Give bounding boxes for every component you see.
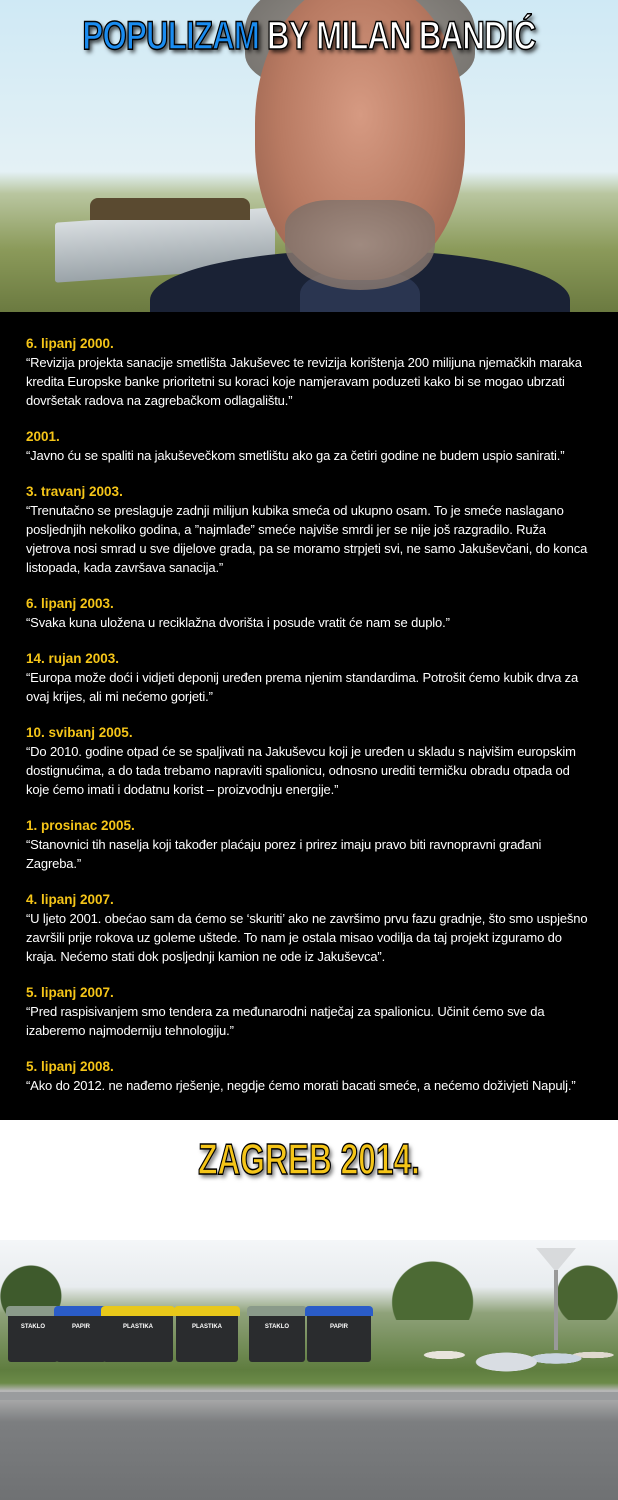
recycling-bin <box>103 1312 173 1362</box>
entry-date: 3. travanj 2003. <box>26 484 123 499</box>
bin-lid <box>305 1306 373 1316</box>
timeline-entry <box>26 595 592 632</box>
entry-quote: “Pred raspisivanjem smo tendera za međunarodni natječaj za spalionicu. Učinit ćemo sve da izaberemo najmoderniju tehnologiju.” <box>26 1004 545 1038</box>
entry-date: 4. lipanj 2007. <box>26 892 114 907</box>
bin-label: STAKLO <box>264 1324 290 1330</box>
bin-lid <box>101 1306 175 1316</box>
yield-sign-image <box>536 1248 576 1272</box>
title-by-milan-bandic: BY MILAN BANDIĆ <box>267 14 536 58</box>
bin-label: PLASTIKA <box>123 1324 153 1330</box>
entry-quote: “Ako do 2012. ne nađemo rješenje, negdje ćemo morati bacati smeće, a nećemo doživjeti Napulj.” <box>26 1078 576 1093</box>
bin-lid <box>6 1306 60 1316</box>
entry-date: 1. prosinac 2005. <box>26 818 135 833</box>
recycling-bin <box>176 1312 238 1362</box>
timeline-entry <box>26 1058 592 1095</box>
timeline-entry <box>26 428 592 465</box>
bin-lid <box>54 1306 108 1316</box>
recycling-bin <box>249 1312 305 1362</box>
bin-label: STAKLO <box>20 1324 46 1330</box>
entry-date: 2001. <box>26 429 60 444</box>
entry-date: 6. lipanj 2003. <box>26 596 114 611</box>
main-title <box>68 14 550 59</box>
beard-image <box>285 200 435 290</box>
zagreb-2014-title: ZAGREB 2014. <box>198 1135 420 1184</box>
bin-label: PLASTIKA <box>192 1324 222 1330</box>
entry-quote: “U ljeto 2001. obećao sam da ćemo se ‘skuriti’ ako ne završimo prvu fazu gradnje, što smo uspješno završili prije rokova uz goleme uštede. To nam je ostala misao vodilja da taj projekt izguramo do kraja. Nećemo stati dok posljednji kamion ne ode iz Jakuševca”. <box>26 911 588 964</box>
title-populizam: POPULIZAM <box>82 14 260 58</box>
entry-quote: “Europa može doći i vidjeti deponij uređen prema njenim standardima. Potrošit ćemo kubik drva za ovaj krijes, ali mi nećemo gorjeti.” <box>26 670 579 704</box>
timeline-entry <box>26 891 592 966</box>
entry-quote: “Javno ću se spaliti na jakuševečkom smetlištu ako ga za četiri godine ne budem uspio sanirati.” <box>26 448 565 463</box>
bin-lid <box>247 1306 307 1316</box>
recycling-bin <box>56 1312 106 1362</box>
entry-date: 5. lipanj 2007. <box>26 985 114 1000</box>
trash-pile-image <box>370 1320 618 1390</box>
bin-label: PAPIR <box>72 1324 90 1330</box>
timeline-entry <box>26 984 592 1040</box>
entry-date: 10. svibanj 2005. <box>26 725 133 740</box>
entry-quote: “Revizija projekta sanacije smetlišta Jakuševec te revizija korištenja 200 milijuna njemačkih maraka kredita Europske banke prioritetni su koraci koje namjeravam poduzeti kako bi se mogao ubrzati dovršetak radova na zagrebačkom odlagalištu.” <box>26 355 582 408</box>
quotes-timeline <box>0 312 618 1120</box>
entry-quote: “Do 2010. godine otpad će se spaljivati na Jakuševcu koji je uređen u skladu s najvišim europskim dostignućima, a do tada trebamo napraviti spalionicu, odnosno urediti termičku obradu otpada od koje ćemo imati i dodatnu korist – proizvodnju energije.” <box>26 744 576 797</box>
timeline-entry <box>26 335 592 410</box>
entry-quote: “Stanovnici tih naselja koji također plaćaju porez i prirez imaju pravo biti ravnopravni građani Zagreba.” <box>26 837 542 871</box>
curb-image <box>0 1392 618 1400</box>
recycling-bin <box>8 1312 58 1362</box>
entry-date: 14. rujan 2003. <box>26 651 120 666</box>
timeline-entry <box>26 817 592 873</box>
entry-quote: “Svaka kuna uložena u reciklažna dvorišta i posude vratit će nam se duplo.” <box>26 615 450 630</box>
timeline-entry <box>26 724 592 799</box>
bin-label: PAPIR <box>330 1324 348 1330</box>
truck-load-image <box>90 198 250 220</box>
timeline-entry <box>26 650 592 706</box>
entry-quote: “Trenutačno se preslaguje zadnji milijun kubika smeća od ukupno osam. To je smeće naslagano posljednjih nekoliko godina, a ”najmlađe” smeće najviše smrdi jer se nije još razgradilo. Ruža vjetrova nosi smrad u sve dijelove grada, pa se moramo strpjeti svi, ne samo Jakuševčani, do konca listopada, kada završava sanacija.” <box>26 503 588 575</box>
recycling-bin <box>307 1312 371 1362</box>
timeline-entry <box>26 483 592 577</box>
entry-date: 5. lipanj 2008. <box>26 1059 114 1074</box>
entry-date: 6. lipanj 2000. <box>26 336 114 351</box>
bin-lid <box>174 1306 240 1316</box>
